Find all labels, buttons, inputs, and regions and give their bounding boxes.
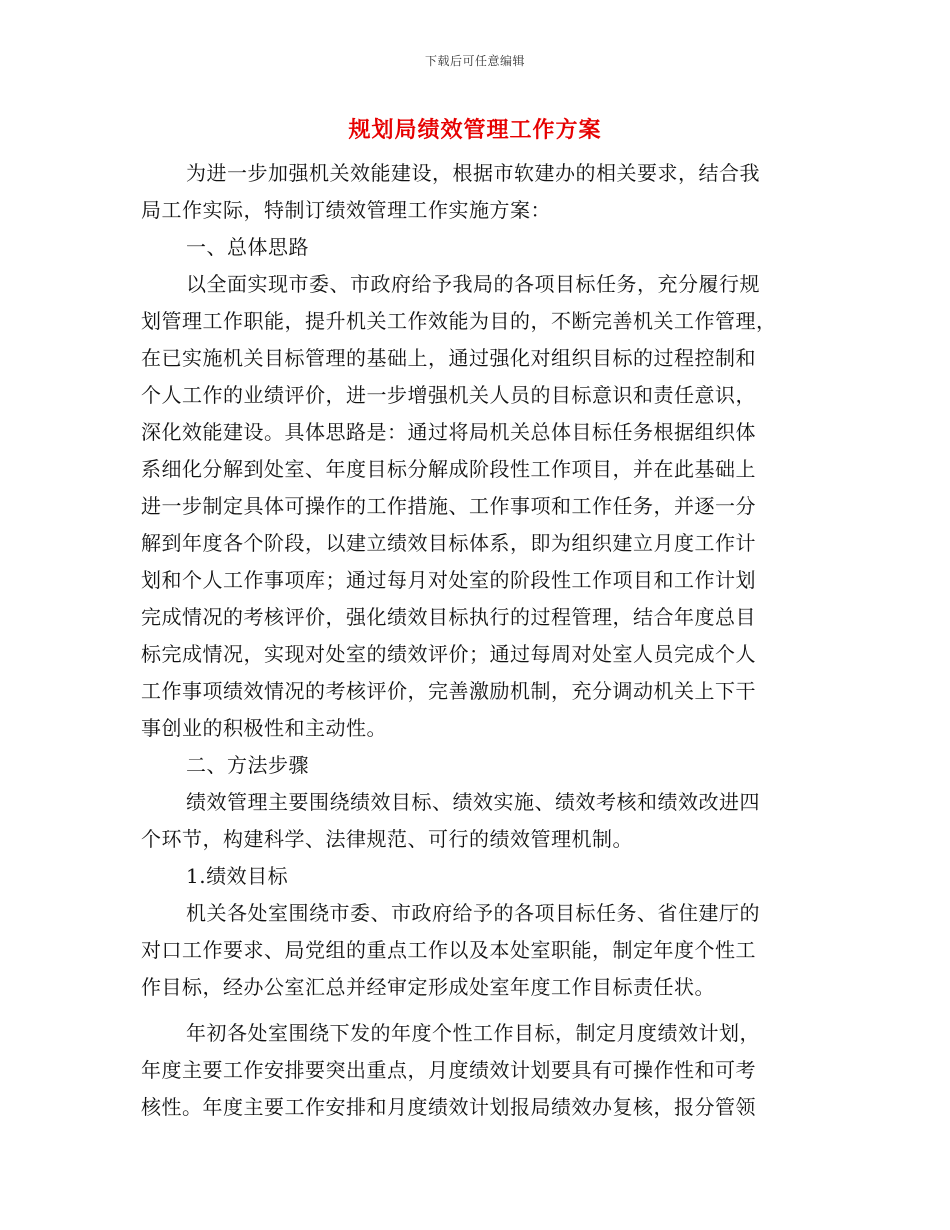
paragraph-line: 核性。年度主要工作安排和月度绩效计划报局绩效办复核，报分管领 [141,1095,756,1119]
paragraph-line: 事创业的积极性和主动性。 [141,716,387,740]
paragraph-line: 系细化分解到处室、年度目标分解成阶段性工作项目，并在此基础上 [141,457,756,481]
paragraph-line: 个环节，构建科学、法律规范、可行的绩效管理机制。 [141,827,633,851]
paragraph-line: 在已实施机关目标管理的基础上，通过强化对组织目标的过程控制和 [141,346,756,370]
paragraph-gap [141,1006,801,1015]
section-heading: 一、总体思路 [186,235,309,259]
paragraph-line: 局工作实际，特制订绩效管理工作实施方案： [141,198,551,222]
paragraph-line: 对口工作要求、局党组的重点工作以及本处室职能，制定年度个性工 [141,938,756,962]
paragraph-line: 工作事项绩效情况的考核评价，完善激励机制，充分调动机关上下干 [141,679,756,703]
paragraph-line: 年初各处室围绕下发的年度个性工作目标，制定月度绩效计划， [186,1021,760,1045]
paragraph-line: 划管理工作职能，提升机关工作效能为目的，不断完善机关工作管理， [141,309,777,333]
subsection-heading: 1.绩效目标 [186,864,289,888]
document-title: 规划局绩效管理工作方案 [348,117,602,143]
paragraph-line: 深化效能建设。具体思路是：通过将局机关总体目标任务根据组织体 [141,420,756,444]
paragraph-line: 绩效管理主要围绕绩效目标、绩效实施、绩效考核和绩效改进四 [186,790,760,814]
section-heading: 二、方法步骤 [186,753,309,777]
page-header-note: 下载后可任意编辑 [424,54,525,68]
paragraph-line: 标完成情况，实现对处室的绩效评价；通过每周对处室人员完成个人 [141,642,756,666]
paragraph-line: 进一步制定具体可操作的工作措施、工作事项和工作任务，并逐一分 [141,494,756,518]
paragraph-line: 解到年度各个阶段，以建立绩效目标体系，即为组织建立月度工作计 [141,531,756,555]
paragraph-line: 作目标，经办公室汇总并经审定形成处室年度工作目标责任状。 [141,975,715,999]
paragraph-line: 机关各处室围绕市委、市政府给予的各项目标任务、省住建厅的 [186,901,760,925]
paragraph-line: 划和个人工作事项库；通过每月对处室的阶段性工作项目和工作计划 [141,568,756,592]
paragraph-line: 以全面实现市委、市政府给予我局的各项目标任务，充分履行规 [186,272,760,296]
paragraph-line: 个人工作的业绩评价，进一步增强机关人员的目标意识和责任意识， [141,383,756,407]
paragraph-line: 年度主要工作安排要突出重点，月度绩效计划要具有可操作性和可考 [141,1058,756,1082]
paragraph-line: 完成情况的考核评价，强化绩效目标执行的过程管理，结合年度总目 [141,605,756,629]
document-body [141,155,801,1126]
paragraph-line: 为进一步加强机关效能建设，根据市软建办的相关要求，结合我 [186,161,760,185]
